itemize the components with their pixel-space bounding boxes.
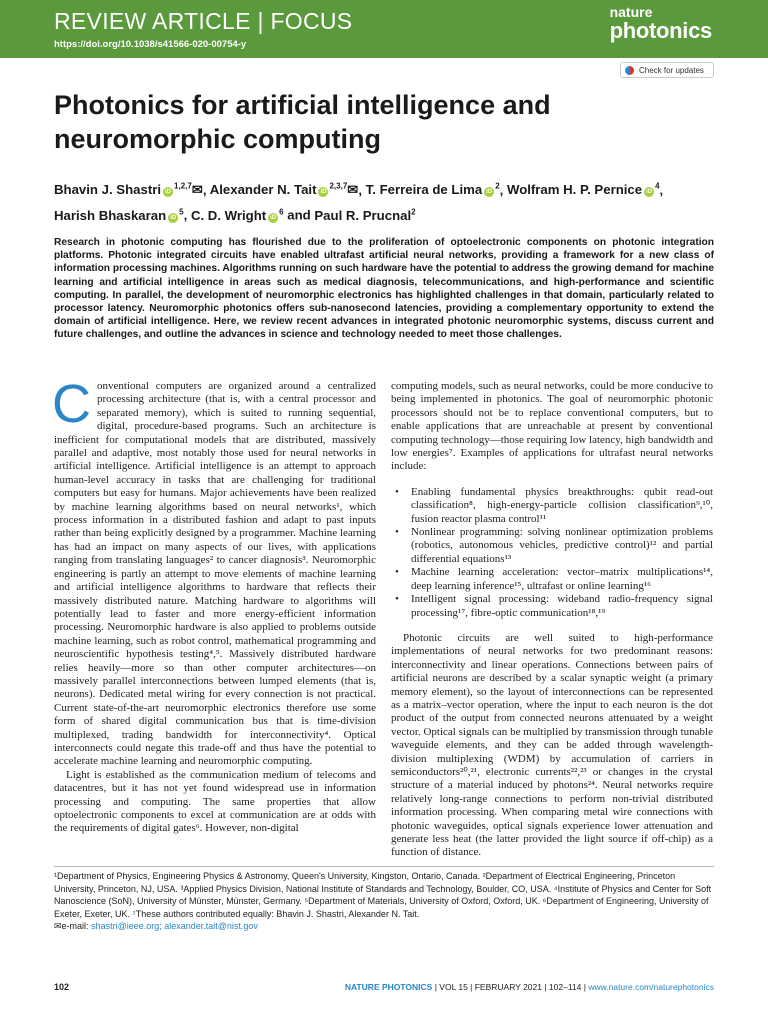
email-line: ✉e-mail: shastri@ieee.org; alexander.tait@nist.gov <box>54 921 258 932</box>
list-item: • Enabling fundamental physics breakthroughs: qubit read-out classification⁸, high-energy-particle collision classification⁹,¹⁰, fusion reactor plasma control¹¹ <box>391 486 713 526</box>
application-list <box>391 486 713 620</box>
list-item: • Nonlinear programming: solving nonlinear optimization problems (robotics, autonomous vehicles, predictive control)¹² and partial differential equations¹³ <box>391 526 713 566</box>
orcid-icon[interactable]: iD <box>320 189 327 196</box>
mail-icon[interactable]: ✉ <box>191 182 203 198</box>
abstract: Research in photonic computing has flourished due to the proliferation of optoelectronic components on photonic integration platforms. Photonic integrated circuits have enabled ultrafast artificial neural networks, providing a framework for a new class of information processing machines. Algorithms running on such hardware have the potential to address the growing demand for machine learning and artificial intelligence in areas such as medical diagnosis, telecommunications, and high-performance and scientific computing. In parallel, the development of neuromorphic electronics has highlighted challenges in that domain, particularly related to processor latency. Neuromorphic photonics offers sub-nanosecond latencies, providing a complementary opportunity to extend the domain of artificial intelligence. Here, we review recent advances in integrated photonic neuromorphic systems, discuss current and future challenges, and outline the advances in science and technology needed to meet those challenges. <box>54 237 714 341</box>
mail-icon[interactable]: ✉ <box>347 182 359 198</box>
author-list: Bhavin J. Shastri iD$^{1,2,7}$✉, Alexander N. Tait iD$^{2,3,7}$✉, T. Ferreira de Lima $iD^2$, Wolfram H. P. Pernice $iD^4$, Harish Bhaskaran $iD^5$, C. D. Wright $iD^6$ and Paul R. Prucnal$^2$ <box>54 182 664 223</box>
journal-footer: NATURE PHOTONICS | VOL 15 | FEBRUARY 2021 | 102–114 | www.nature.com/naturephotonics <box>344 982 714 992</box>
affiliation-marker: 4 <box>655 182 660 191</box>
author[interactable] <box>314 208 415 223</box>
crossmark-icon <box>625 66 634 75</box>
affiliation-marker: 2,3,7 <box>329 182 348 191</box>
orcid-icon[interactable]: iD <box>646 189 653 196</box>
orcid-icon[interactable]: iD <box>486 189 493 196</box>
author-name: Harish Bhaskaran <box>54 207 167 223</box>
author[interactable] <box>366 182 500 197</box>
author-name: T. Ferreira de Lima <box>365 182 483 198</box>
doi-link[interactable]: https://doi.org/10.1038/s41566-020-00754-y <box>54 39 247 50</box>
body-paragraph: Conventional computers are organized around a centralized processing architecture (that is, with a central processor and separated memory), which is suited to running sequential, digital, procedure-based programs. Such an architecture is inefficient for computational models that are distributed, massively parallel and adaptive, most notably those used for neural networks in artificial intelligence. Artificial intelligence is an attempt to approach human-level accuracy in tasks that are challenging for traditional computers but easy for humans. Major achievements have been realized by machine learning algorithms based on neural networks¹, which process information in a distributed fashion and adapt to past inputs rather than being explicitly designed by a programmer. Machine learning has had an impact on many aspects of our lives, with applications ranging from translating languages² to cancer diagnosis³. Neuromorphic engineering is partly an attempt to move elements of machine learning and artificial intelligence algorithms to hardware that reflects their massively distributed nature. Matching hardware to algorithms will potentially lead to faster and more energy-efficient information processing. Neuromorphic hardware is also applied to problems outside machine learning, such as robot control, mathematical programming and neuroscientific hypothesis testing⁴,⁵. Massively distributed hardware relies heavily—more so than other computer architectures—on massively parallel interconnections between lumped elements (that is, neurons). Dedicated metal wiring for every connection is not practical. Current state-of-the-art neuromorphic electronics therefore use some form of shared digital communication bus that is time-division multiplexed, trading bandwidth for interconnectivity⁴. Optical interconnects could negate this trade-off and thus have the potential to accelerate machine learning and neuromorphic computing. <box>52 374 376 768</box>
body-column-right <box>391 380 713 860</box>
footnote-divider <box>54 866 714 867</box>
author[interactable] <box>191 208 284 223</box>
orcid-icon[interactable]: iD <box>170 214 177 221</box>
page-number: 102 <box>54 982 70 992</box>
author[interactable] <box>210 182 359 197</box>
article-type: REVIEW ARTICLE | FOCUS <box>54 8 353 34</box>
journal-url-link[interactable]: www.nature.com/naturephotonics <box>588 982 714 992</box>
orcid-icon[interactable]: iD <box>270 214 277 221</box>
author[interactable] <box>507 182 660 197</box>
author-name: Paul R. Prucnal <box>314 207 412 223</box>
author-name: C. D. Wright <box>190 207 267 223</box>
article-title: Photonics for artificial intelligence and neuromorphic computing <box>54 90 551 154</box>
body-paragraph: Light is established as the communication medium of telecoms and datacentres, but it has not yet found widespread use in information processing and computing. The same properties that allow optoelectronic components to excel at communication are at odds with the requirements of digital gates⁶. However, non-digital <box>54 768 376 835</box>
drop-cap: C <box>52 374 91 434</box>
email-links[interactable]: shastri@ieee.org; alexander.tait@nist.gov <box>91 921 258 932</box>
author-name: Bhavin J. Shastri <box>54 182 162 198</box>
affiliation-marker: 5 <box>179 207 184 217</box>
affiliation-marker: 1,2,7 <box>174 182 192 191</box>
body-paragraph: Photonic circuits are well suited to high-performance implementations of neural networks for two predominant reasons: interconnectivity and linear operations. Connections between pairs of artificial neurons are described by a scalar synaptic weight (a primary memory element), so the layout of interconnections can be represented as a matrix–vector operation, where the input to each neuron is the dot product of the output from connected neurons attenuated by a weight vector. Optical signals can be multiplied by transmission through tunable waveguide elements, and they can be added through wavelength-division multiplexing (WDM) by accumulation of carriers in semiconductors²⁰,²¹, electronic currents²²,²³ or changes in the crystal structure of a material induced by photons²⁴. Neural networks require relatively long-range connections to perform non-trivial distributed information processing. When comparing metal wire connections with photonic waveguides, optical signals experience lower attenuation and generate less heat (the latter provided the light source if off-chip) as a function of distance. <box>391 631 713 859</box>
journal-logo: nature photonics <box>609 4 712 43</box>
list-item: • Machine learning acceleration: vector–matrix multiplications¹⁴, deep learning inference¹⁵, ultrafast or online learning¹⁶ <box>391 566 713 593</box>
author-name: Wolfram H. P. Pernice <box>506 182 643 198</box>
check-for-updates-button[interactable]: Check for updates <box>620 62 714 78</box>
orcid-icon[interactable]: iD <box>165 189 172 196</box>
author[interactable] <box>54 182 203 197</box>
mail-icon: ✉ <box>54 921 62 932</box>
journal-header-band <box>0 0 768 58</box>
body-column-left <box>52 374 376 836</box>
body-paragraph: computing models, such as neural networks, could be more conducive to being implemented in photonics. The goal of neuromorphic photonic processors should not be to replace conventional computers, but to enable applications that are unreachable at present by conventional computing technology—those requiring low latency, high bandwidth and low energies⁷. Examples of applications for ultrafast neural networks include: <box>391 380 713 473</box>
author-name: Alexander N. Tait <box>209 182 317 198</box>
affiliation-marker: 2 <box>411 207 416 217</box>
affiliation-marker: 2 <box>495 182 500 191</box>
affiliations-footnote: ¹Department of Physics, Engineering Physics & Astronomy, Queen's University, Kingston, Ontario, Canada. ²Department of Electrical Engineering, Princeton University, Princeton, NJ, USA. ³Applied Physics Division, National Institute of Standards and Technology, Boulder, CO, USA. ⁴Institute of Physics and Center for Soft Nanoscience (SoN), University of Münster, Münster, Germany. ⁵Department of Materials, University of Oxford, Oxford, UK. ⁶Department of Engineering, University of Exeter, Exeter, UK. ⁷These authors contributed equally: Bhavin J. Shastri, Alexander N. Tait. ✉e-mail: shastri@ieee.org; alexander.tait@nist.gov <box>54 870 714 933</box>
affiliation-marker: 6 <box>279 207 284 217</box>
list-item: • Intelligent signal processing: wideband radio-frequency signal processing¹⁷, fibre-optic communication¹⁸,¹⁹ <box>391 593 713 620</box>
author[interactable] <box>54 208 184 223</box>
